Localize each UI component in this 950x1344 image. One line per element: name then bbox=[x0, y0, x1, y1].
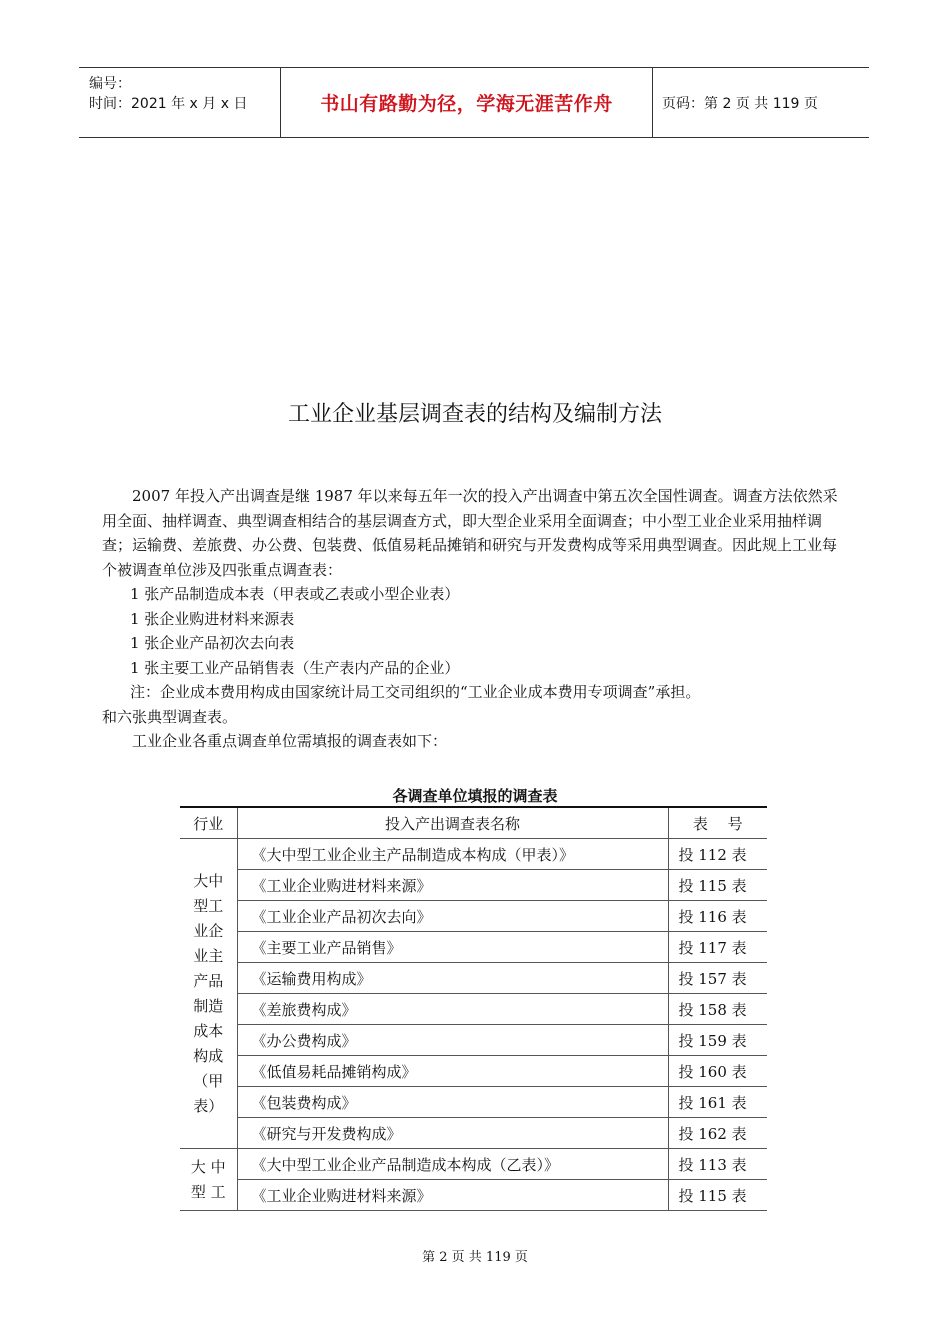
header-page-cell bbox=[652, 68, 869, 137]
list-item: 1 张企业产品初次去向表 bbox=[130, 634, 295, 652]
table-code-cell: 投 113 表 bbox=[668, 1149, 767, 1180]
list-item: 1 张企业购进材料来源表 bbox=[130, 609, 295, 628]
after-note: 和六张典型调查表。 bbox=[102, 707, 238, 726]
table-header-row bbox=[180, 807, 767, 839]
table-code-cell: 投 115 表 bbox=[668, 1180, 767, 1211]
table-row bbox=[180, 994, 767, 1025]
body-text bbox=[102, 484, 848, 754]
header-industry: 行业 bbox=[180, 807, 237, 839]
header-table-name: 投入产出调查表名称 bbox=[237, 807, 668, 839]
table-name-cell: 《差旅费构成》 bbox=[237, 994, 668, 1025]
header-meta bbox=[79, 68, 280, 137]
table-name-cell: 《主要工业产品销售》 bbox=[237, 932, 668, 963]
header-motto-cell bbox=[280, 68, 653, 137]
table-code-cell: 投 159 表 bbox=[668, 1025, 767, 1056]
page-header bbox=[79, 67, 869, 138]
table-code-cell: 投 115 表 bbox=[668, 870, 767, 901]
industry-label: 大 中 型 工 bbox=[190, 1157, 226, 1201]
table-code-cell: 投 112 表 bbox=[668, 839, 767, 870]
lead-paragraph: 工业企业各重点调查单位需填报的调查表如下： bbox=[132, 732, 448, 750]
table-name-cell: 《工业企业购进材料来源》 bbox=[237, 870, 668, 901]
table-row bbox=[180, 963, 767, 994]
table-row bbox=[180, 1149, 767, 1180]
survey-table bbox=[180, 806, 767, 1211]
table-row bbox=[180, 1025, 767, 1056]
table-name-cell: 《低值易耗品摊销构成》 bbox=[237, 1056, 668, 1087]
table-code-cell: 投 157 表 bbox=[668, 963, 767, 994]
table-name-cell: 《研究与开发费构成》 bbox=[237, 1118, 668, 1149]
table-row bbox=[180, 901, 767, 932]
industry-label: 大中型工业企业主产品制造成本构成（甲表） bbox=[193, 871, 224, 1115]
table-name-cell: 《大中型工业企业产品制造成本构成（乙表）》 bbox=[237, 1149, 668, 1180]
table-caption: 各调查单位填报的调查表 bbox=[392, 787, 558, 805]
table-name-cell: 《大中型工业企业主产品制造成本构成（甲表）》 bbox=[237, 839, 668, 870]
table-code-cell: 投 161 表 bbox=[668, 1087, 767, 1118]
header-table-code: 表 号 bbox=[668, 807, 767, 839]
intro-paragraph: 2007 年投入产出调查是继 1987 年以来每五年一次的投入产出调查中第五次全国性调查。调查方法依然采用全面、抽样调查、典型调查相结合的基层调查方式，即大型企业采用全面调查；中小型工业企业采用抽样调查；运输费、差旅费、办公费、包装费、低值易耗品摊销和研究与开发费构成等采用典型调查。因此规上工业每个被调查单位涉及四张重点调查表： bbox=[102, 487, 838, 579]
table-row bbox=[180, 839, 767, 870]
list-item: 1 张主要工业产品销售表（生产表内产品的企业） bbox=[130, 658, 460, 677]
table-row bbox=[180, 1056, 767, 1087]
time-label: 时间：2021 年 x 月 x 日 bbox=[89, 96, 248, 112]
table-code-cell: 投 116 表 bbox=[668, 901, 767, 932]
table-row bbox=[180, 932, 767, 963]
table-row bbox=[180, 1180, 767, 1211]
header-page-info: 页码：第 2 页 共 119 页 bbox=[662, 95, 818, 112]
document-title: 工业企业基层调查表的结构及编制方法 bbox=[287, 402, 662, 427]
table-code-cell: 投 162 表 bbox=[668, 1118, 767, 1149]
table-code-cell: 投 160 表 bbox=[668, 1056, 767, 1087]
table-name-cell: 《办公费构成》 bbox=[237, 1025, 668, 1056]
page-footer: 第 2 页 共 119 页 bbox=[422, 1250, 528, 1265]
industry-cell bbox=[180, 1149, 237, 1211]
list-item: 1 张产品制造成本表（甲表或乙表或小型企业表） bbox=[130, 585, 460, 603]
table-row bbox=[180, 1087, 767, 1118]
table-code-cell: 投 117 表 bbox=[668, 932, 767, 963]
table-name-cell: 《工业企业购进材料来源》 bbox=[237, 1180, 668, 1211]
table-code-cell: 投 158 表 bbox=[668, 994, 767, 1025]
table-name-cell: 《运输费用构成》 bbox=[237, 963, 668, 994]
industry-cell bbox=[180, 839, 237, 1149]
table-row bbox=[180, 870, 767, 901]
table-row bbox=[180, 1118, 767, 1149]
number-label: 编号： bbox=[89, 76, 131, 92]
note-paragraph: 注：企业成本费用构成由国家统计局工交司组织的“工业企业成本费用专项调查”承担。 bbox=[130, 683, 701, 701]
table-name-cell: 《包装费构成》 bbox=[237, 1087, 668, 1118]
table-name-cell: 《工业企业产品初次去向》 bbox=[237, 901, 668, 932]
motto: 书山有路勤为径，学海无涯苦作舟 bbox=[320, 93, 613, 115]
